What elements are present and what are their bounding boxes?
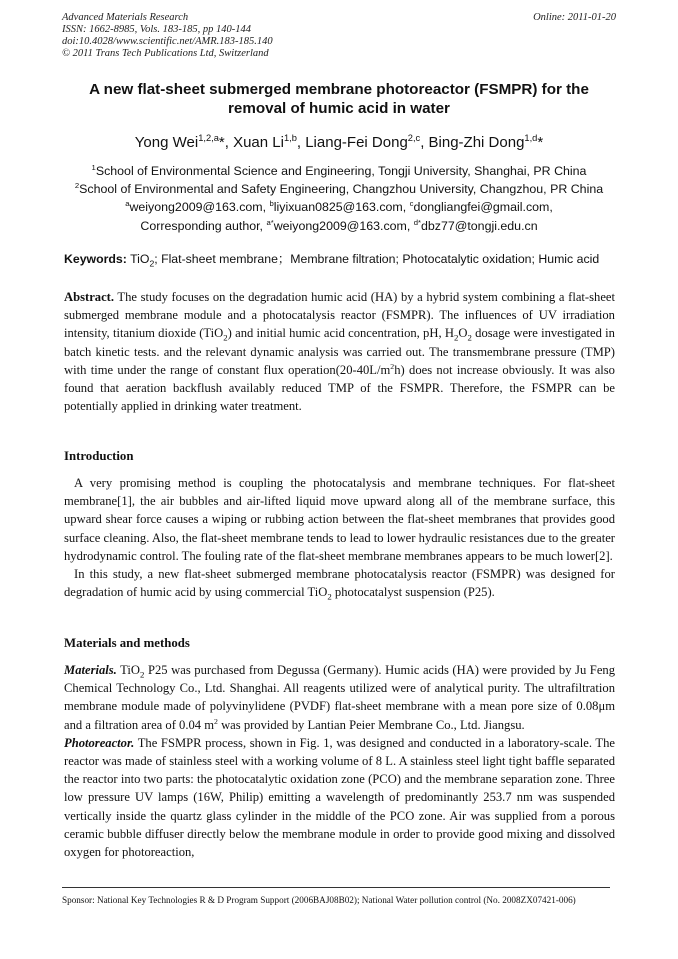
abstract-label: Abstract. [64,290,115,304]
title-line-1: A new flat-sheet submerged membrane photoreactor (FSMPR) for the [89,81,589,98]
keywords: Keywords: TiO$_2$; Flat-sheet membrane；Membrane filtration; Photocatalytic oxidation; Humic acid [64,252,600,269]
author-2: Xuan Li$^{1,b}$, [233,133,306,151]
author-list [40,134,638,152]
affiliation-2: $^2$School of Environmental and Safety Engineering, Changzhou University, Changzhou, PR China [74,181,604,197]
issn-line: ISSN: 1662-8985, Vols. 183-185, pp 140-144 [62,24,251,35]
journal-name: Advanced Materials Research [62,12,189,23]
photoreactor-paragraph: Photoreactor. The FSMPR process, shown in Fig. 1, was designed and conducted in a laboratory-scale. The reactor was made of stainless steel with a working volume of 8 L. A stainless steel light tight baffle separated the reactor into two parts: the photocatalytic oxidation zone (PCO) and the membrane separation zone. Three low pressure UV lamps (16W, Philip) emitting a wavelength of predominantly 253.7 nm was suspended vertically inside the quartz glass cylinder in the middle of the PCO zone. Air was supplied from a porous ceramic bubble diffuser directly below the membrane module in order to provide good mixing and dissolved oxygen for photoreaction, [64,735,615,860]
author-1: Yong Wei$^{1,2,a}$*, [134,133,234,151]
author-3: Liang-Fei Dong$^{2,c}$, [305,133,429,151]
copyright-line: © 2011 Trans Tech Publications Ltd, Switzerland [62,48,269,59]
materials-paragraph: Materials. TiO$_2$ P25 was purchased from Degussa (Germany). Humic acids (HA) were provided by Ju Feng Chemical Technology Co., Ltd. Shanghai. All reagents utilized were of analytical purity. The ultrafiltration membrane module made of polyvinylidene (PVDF) flat-sheet membrane with a mean pore size of 0.08μm and a filtration area of 0.04 $m^2$ was provided by Lantian Peier Membrane Co., Ltd. Jiangsu. [64,663,615,732]
introduction-heading: Introduction [64,449,134,463]
affiliation-1: $^1$School of Environmental Science and Engineering, Tongji University, Shanghai, PR China [91,162,587,178]
author-4: Bing-Zhi Dong$^{1,d}$* [428,133,544,151]
journal-header [62,12,616,60]
keywords-label: Keywords: [64,252,127,266]
corresponding-author: Corresponding author, $^{a*}$weiyong2009@163.com, $^{d*}$dbz77@tongji.edu.cn [140,217,538,233]
abstract: Abstract. The study focuses on the degradation humic acid (HA) by a hybrid system combining a flat-sheet submerged membrane module and a photocatalysis reactor (FSMPR). The influences of UV irradiation intensity, titanium dioxide (TiO$_2$) and initial humic acid concentration, pH, $H_2O_2$ dosage were investigated in batch kinetic tests. and the relevant dynamic analysis was carried out. The transmembrane pressure (TMP) with time under the range of constant flux $operation(20-40L/m^2h)$ does not increase obviously. It was also found that aeration backflush availably reduced TMP of the FSMPR. Therefore, the FSMPR can be potentially applied in drinking water treatment. [64,290,615,414]
introduction-body [64,474,615,601]
title-line-2: removal of humic acid in water [228,100,450,117]
author-emails: $^a$weiyong2009@163.com, $^b$liyixuan0825@163.com, $^c$dongliangfei@gmail.com, [125,199,553,215]
intro-paragraph-1: A very promising method is coupling the photocatalysis and membrane techniques. For flat-sheet membrane[1], the air bubbles and air-lifted liquid move upward along all of the membrane surface, this upward shear force causes a wiping or rubbing action between the flat-sheet membranes that provides good surface cleaning. Also, the flat-sheet membrane tends to lead to lower hydraulic resistances due to the greater hydrodynamic control. The fouling rate of the flat-sheet membrane membranes appears to be much lower[2]. [64,476,615,563]
footnote-divider [62,887,610,888]
intro-paragraph-2: In this study, a new flat-sheet submerged membrane photocatalysis reactor (FSMPR) was designed for degradation of humic acid by using commercial TiO$_2$ photocatalyst suspension (P25). [64,567,615,602]
paper-title [40,80,638,118]
sponsor-footnote: Sponsor: National Key Technologies R & D Program Support (2006BAJ08B02); National Water pollution control (No. 2008ZX07421-006) [62,895,576,905]
affiliations [30,162,648,235]
methods-body [64,661,615,861]
doi-line: doi:10.4028/www.scientific.net/AMR.183-185.140 [62,36,273,47]
online-date: Online: 2011-01-20 [533,12,616,23]
methods-heading: Materials and methods [64,636,190,650]
